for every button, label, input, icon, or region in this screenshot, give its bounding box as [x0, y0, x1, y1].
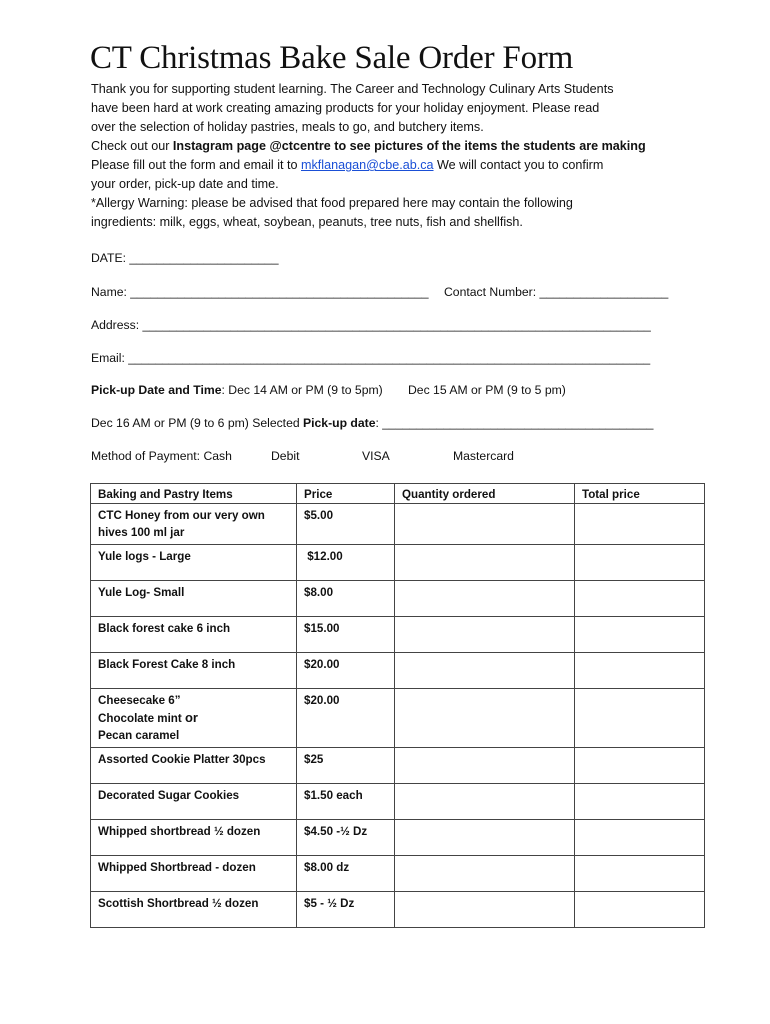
table-row — [91, 784, 705, 820]
table-row — [91, 545, 705, 581]
item-cell: Black forest cake 6 inch — [91, 617, 297, 653]
item-line: Pecan caramel — [98, 729, 180, 742]
email-field[interactable]: Email: _____________________________________________________________________________ — [91, 351, 651, 365]
header-quantity: Quantity ordered — [395, 484, 575, 504]
address-field[interactable]: Address: ___________________________________________________________________________ — [91, 318, 651, 332]
payment-visa[interactable]: VISA — [362, 449, 390, 463]
quantity-cell[interactable] — [395, 581, 575, 617]
total-cell[interactable] — [575, 617, 705, 653]
pickup-dec16: Dec 16 AM or PM (9 to 6 pm) Selected — [91, 416, 304, 430]
email-instruction-prefix: Please fill out the form and email it to — [91, 158, 301, 172]
selected-pickup-line: : ________________________________________ — [375, 416, 654, 430]
intro-text — [91, 80, 691, 232]
total-cell[interactable] — [575, 892, 705, 928]
quantity-cell[interactable] — [395, 617, 575, 653]
total-cell[interactable] — [575, 748, 705, 784]
item-cell: Black Forest Cake 8 inch — [91, 653, 297, 689]
table-row — [91, 892, 705, 928]
price-cell: $8.00 — [297, 581, 395, 617]
total-cell[interactable] — [575, 820, 705, 856]
price-cell: $5.00 — [297, 504, 395, 545]
total-cell[interactable] — [575, 689, 705, 748]
item-or: or — [184, 710, 198, 725]
price-cell: $15.00 — [297, 617, 395, 653]
table-row — [91, 653, 705, 689]
intro-line: have been hard at work creating amazing products for your holiday enjoyment. Please read — [91, 101, 600, 115]
price-cell: $8.00 dz — [297, 856, 395, 892]
item-cell: Decorated Sugar Cookies — [91, 784, 297, 820]
instagram-line — [91, 137, 691, 156]
table-header-row — [91, 484, 705, 504]
email-instruction-line — [91, 156, 691, 175]
table-row — [91, 820, 705, 856]
header-total: Total price — [575, 484, 705, 504]
item-line-text: Chocolate mint — [98, 712, 185, 725]
item-cell: Assorted Cookie Platter 30pcs — [91, 748, 297, 784]
intro-line: your order, pick-up date and time. — [91, 177, 279, 191]
item-cell: CTC Honey from our very own hives 100 ml jar — [91, 504, 297, 545]
page-title: CT Christmas Bake Sale Order Form — [90, 40, 574, 76]
quantity-cell[interactable] — [395, 856, 575, 892]
total-cell[interactable] — [575, 581, 705, 617]
email-instruction-suffix: We will contact you to confirm — [433, 158, 604, 172]
allergy-warning: *Allergy Warning: please be advised that food prepared here may contain the following — [91, 196, 573, 210]
item-cell: Whipped shortbread ½ dozen — [91, 820, 297, 856]
item-cell: Yule logs - Large — [91, 545, 297, 581]
payment-debit[interactable]: Debit — [271, 449, 300, 463]
instagram-prefix: Check out our — [91, 139, 173, 153]
name-field[interactable]: Name: ____________________________________________ — [91, 285, 429, 299]
quantity-cell[interactable] — [395, 545, 575, 581]
quantity-cell[interactable] — [395, 504, 575, 545]
item-cell: Yule Log- Small — [91, 581, 297, 617]
table-row — [91, 504, 705, 545]
price-cell: $5 - ½ Dz — [297, 892, 395, 928]
total-cell[interactable] — [575, 784, 705, 820]
pickup-dec14: : Dec 14 AM or PM (9 to 5pm) — [221, 383, 383, 397]
header-price: Price — [297, 484, 395, 504]
price-cell: $1.50 each — [297, 784, 395, 820]
pickup-dec15: Dec 15 AM or PM (9 to 5 pm) — [408, 383, 566, 397]
item-line: Cheesecake 6” — [98, 694, 181, 707]
date-field[interactable]: DATE: ______________________ — [91, 251, 279, 265]
total-cell[interactable] — [575, 504, 705, 545]
price-cell: $12.00 — [297, 545, 395, 581]
selected-pickup-label: Pick-up date — [303, 416, 376, 430]
item-cell: Whipped Shortbread - dozen — [91, 856, 297, 892]
total-cell[interactable] — [575, 856, 705, 892]
payment-method-label: Method of Payment: Cash — [91, 449, 232, 463]
table-row — [91, 581, 705, 617]
item-cell — [91, 689, 297, 748]
payment-mastercard[interactable]: Mastercard — [453, 449, 514, 463]
instagram-callout: Instagram page @ctcentre to see pictures of the items the students are making — [172, 139, 646, 153]
quantity-cell[interactable] — [395, 748, 575, 784]
order-table — [90, 483, 705, 928]
intro-line: over the selection of holiday pastries, meals to go, and butchery items. — [91, 120, 484, 134]
price-cell: $4.50 -½ Dz — [297, 820, 395, 856]
table-row — [91, 748, 705, 784]
total-cell[interactable] — [575, 545, 705, 581]
contact-number-field[interactable]: Contact Number: ___________________ — [444, 285, 669, 299]
allergy-ingredients: ingredients: milk, eggs, wheat, soybean, peanuts, tree nuts, fish and shellfish. — [91, 215, 523, 229]
item-line — [98, 709, 289, 727]
item-cell: Scottish Shortbread ½ dozen — [91, 892, 297, 928]
header-item: Baking and Pastry Items — [91, 484, 297, 504]
quantity-cell[interactable] — [395, 689, 575, 748]
intro-line: Thank you for supporting student learning. The Career and Technology Culinary Arts Students — [91, 82, 614, 96]
table-row — [91, 617, 705, 653]
price-cell: $20.00 — [297, 689, 395, 748]
quantity-cell[interactable] — [395, 892, 575, 928]
price-cell: $20.00 — [297, 653, 395, 689]
price-cell: $25 — [297, 748, 395, 784]
quantity-cell[interactable] — [395, 653, 575, 689]
pickup-options — [91, 383, 383, 397]
selected-pickup-field[interactable] — [91, 416, 653, 430]
total-cell[interactable] — [575, 653, 705, 689]
pickup-label: Pick-up Date and Time — [91, 383, 222, 397]
table-row — [91, 689, 705, 748]
table-row — [91, 856, 705, 892]
email-link[interactable]: mkflanagan@cbe.ab.ca — [301, 158, 434, 172]
quantity-cell[interactable] — [395, 820, 575, 856]
quantity-cell[interactable] — [395, 784, 575, 820]
